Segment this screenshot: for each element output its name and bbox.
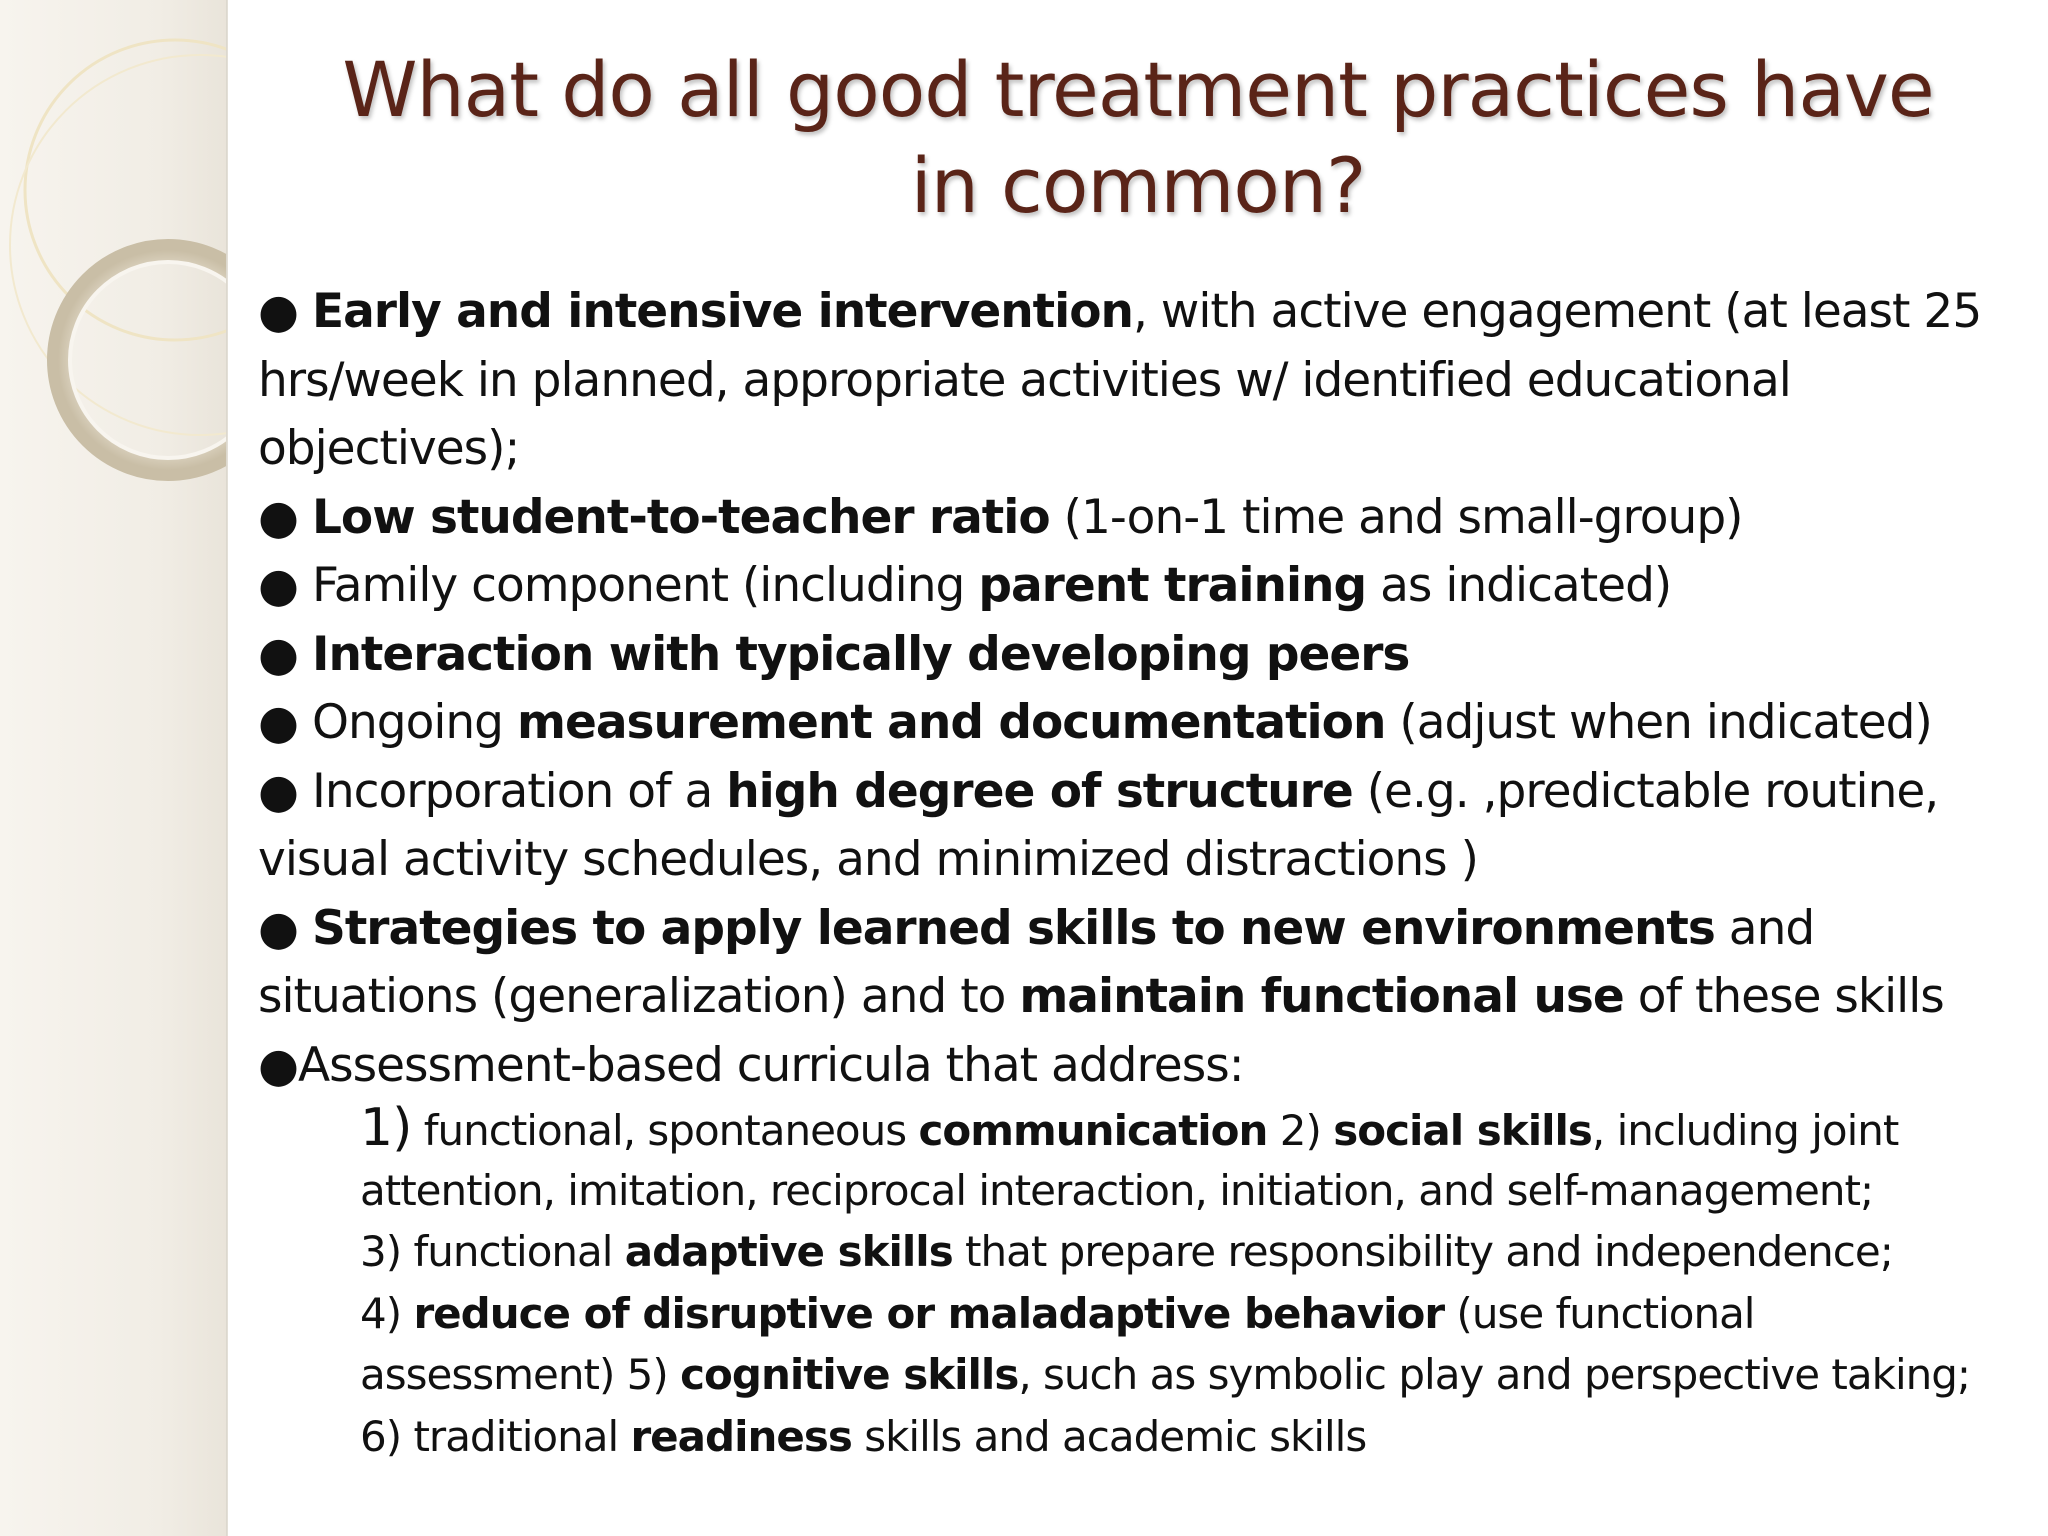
slide-content [228, 0, 2048, 1536]
bullet-dot-icon: ● [258, 1037, 299, 1093]
bullet-item: ● Strategies to apply learned skills to new environments and [258, 900, 1815, 956]
bullet-dot-icon: ● [258, 763, 299, 819]
bullet-dot-icon: ● [258, 284, 299, 339]
decorative-sidebar [0, 0, 228, 1536]
bullet-item: ●Assessment-based curricula that address: [258, 1037, 1244, 1093]
bullet-item: ● Low student-to-teacher ratio (1-on-1 time and small-group) [258, 489, 1743, 545]
bullet-continuation: visual activity schedules, and minimized distractions ) [258, 832, 1478, 887]
curricula-line: 1) functional, spontaneous communication 2) social skills, including joint [360, 1098, 1899, 1158]
bullet-dot-icon: ● [258, 558, 299, 613]
bullet-item: ● Incorporation of a high degree of structure (e.g. ,predictable routine, [258, 763, 1939, 819]
bullet-item: ● Family component (including parent training as indicated) [258, 558, 1672, 613]
curricula-line: assessment) 5) cognitive skills, such as symbolic play and perspective taking; [360, 1350, 1971, 1399]
bullet-dot-icon: ● [258, 626, 299, 682]
bullet-continuation: objectives); [258, 421, 520, 476]
bullet-continuation: situations (generalization) and to maintain functional use of these skills [258, 969, 1944, 1024]
curricula-line: 3) functional adaptive skills that prepare responsibility and independence; [360, 1227, 1893, 1276]
curricula-line: 6) traditional readiness skills and academic skills [360, 1411, 1367, 1461]
curricula-list [360, 1098, 2048, 1467]
bullet-dot-icon: ● [258, 900, 299, 956]
bullet-dot-icon: ● [258, 695, 299, 750]
rings-decoration-icon [0, 0, 228, 1536]
curricula-line: 4) reduce of disruptive or maladaptive behavior (use functional [360, 1288, 1755, 1338]
bullet-list [258, 278, 2048, 1100]
bullet-dot-icon: ● [258, 489, 299, 545]
bullet-item: ● Ongoing measurement and documentation (adjust when indicated) [258, 695, 1932, 750]
bullet-item: ● Early and intensive intervention, with active engagement (at least 25 [258, 284, 1982, 339]
ring-thick-icon [58, 250, 228, 470]
title-line-2: in common? [910, 141, 1366, 230]
bullet-continuation: hrs/week in planned, appropriate activities w/ identified educational [258, 352, 1791, 408]
bullet-item: ● Interaction with typically developing peers [258, 626, 1410, 682]
title-line-1: What do all good treatment practices have [342, 45, 1934, 134]
slide-title [228, 42, 2048, 234]
ring-large-icon [25, 40, 228, 340]
curricula-line: attention, imitation, reciprocal interaction, initiation, and self-management; [360, 1165, 1874, 1215]
